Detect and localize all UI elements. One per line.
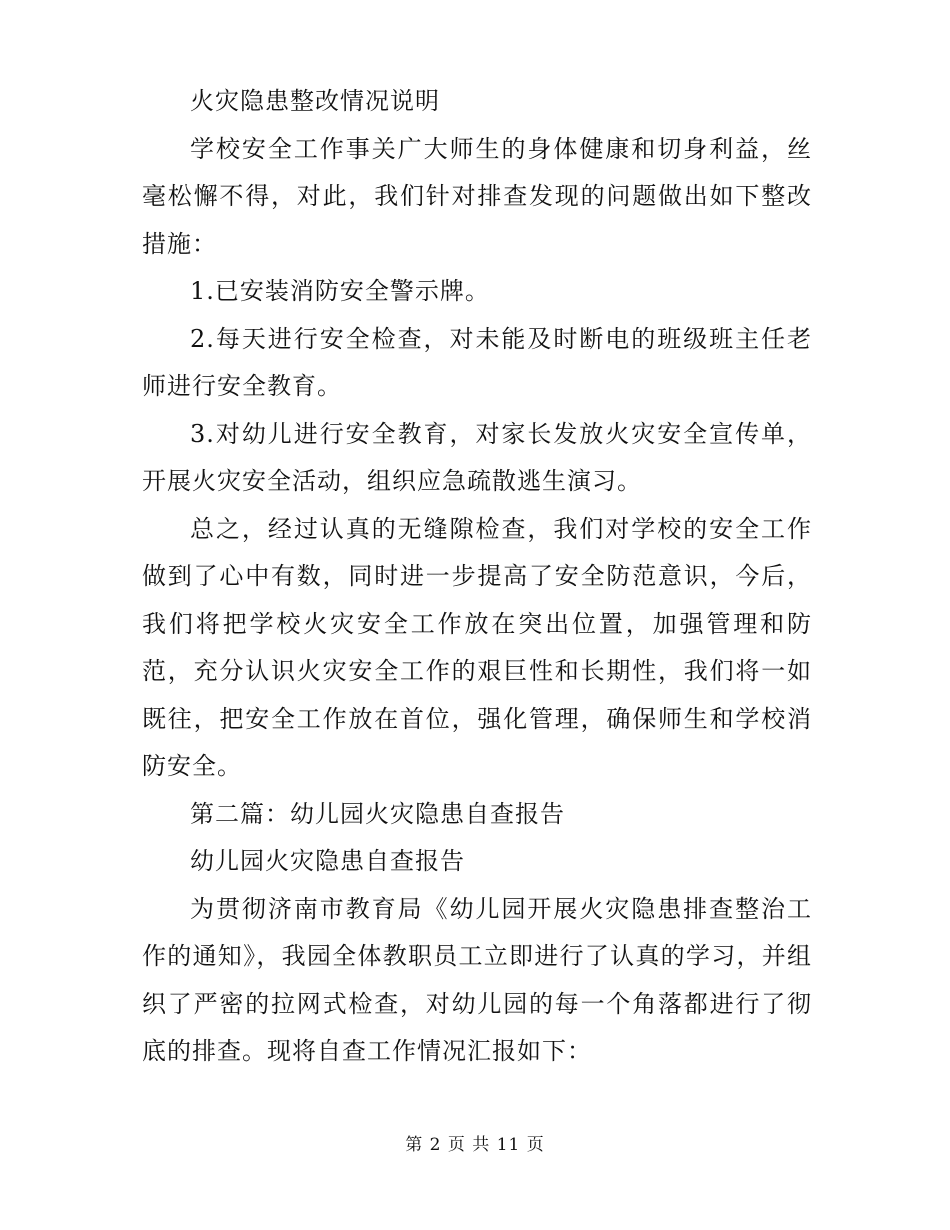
footer-middle: 页 共 — [447, 1135, 491, 1155]
report-title: 幼儿园火灾隐患自查报告 — [190, 847, 465, 875]
paragraph-report-intro: 为贯彻济南市教育局《幼儿园开展火灾隐患排查整治工作的通知》，我园全体教职员工立即进行了认真的学习，并组织了严密的拉网式检查，对幼儿园的每一个角落都进行了彻底的排查。现将自查工作情况汇报如下： — [142, 894, 812, 1065]
chapter-heading: 第二篇：幼儿园火灾隐患自查报告 — [190, 799, 565, 828]
footer-suffix: 页 — [526, 1135, 545, 1155]
list-item-3: 3.对幼儿进行安全教育，对家长发放火灾安全宣传单，开展火灾安全活动，组织应急疏散逃生演习。 — [142, 419, 812, 495]
footer-page-number: 2 — [429, 1135, 442, 1155]
page-footer — [0, 1133, 950, 1157]
section-title: 火灾隐患整改情况说明 — [190, 87, 440, 115]
document-body — [142, 78, 812, 1076]
paragraph-summary: 总之，经过认真的无缝隙检查，我们对学校的安全工作做到了心中有数，同时进一步提高了安全防范意识，今后，我们将把学校火灾安全工作放在突出位置，加强管理和防范，充分认识火灾安全工作的艰巨性和长期性，我们将一如既往，把安全工作放在首位，强化管理，确保师生和学校消防安全。 — [142, 514, 812, 780]
footer-total-pages: 11 — [496, 1135, 521, 1155]
list-item-1: 1.已安装消防安全警示牌。 — [190, 277, 490, 305]
footer-prefix: 第 — [405, 1135, 424, 1155]
list-item-2: 2.每天进行安全检查，对未能及时断电的班级班主任老师进行安全教育。 — [142, 324, 812, 400]
paragraph-intro: 学校安全工作事关广大师生的身体健康和切身利益，丝毫松懈不得，对此，我们针对排查发现的问题做出如下整改措施： — [142, 134, 812, 258]
